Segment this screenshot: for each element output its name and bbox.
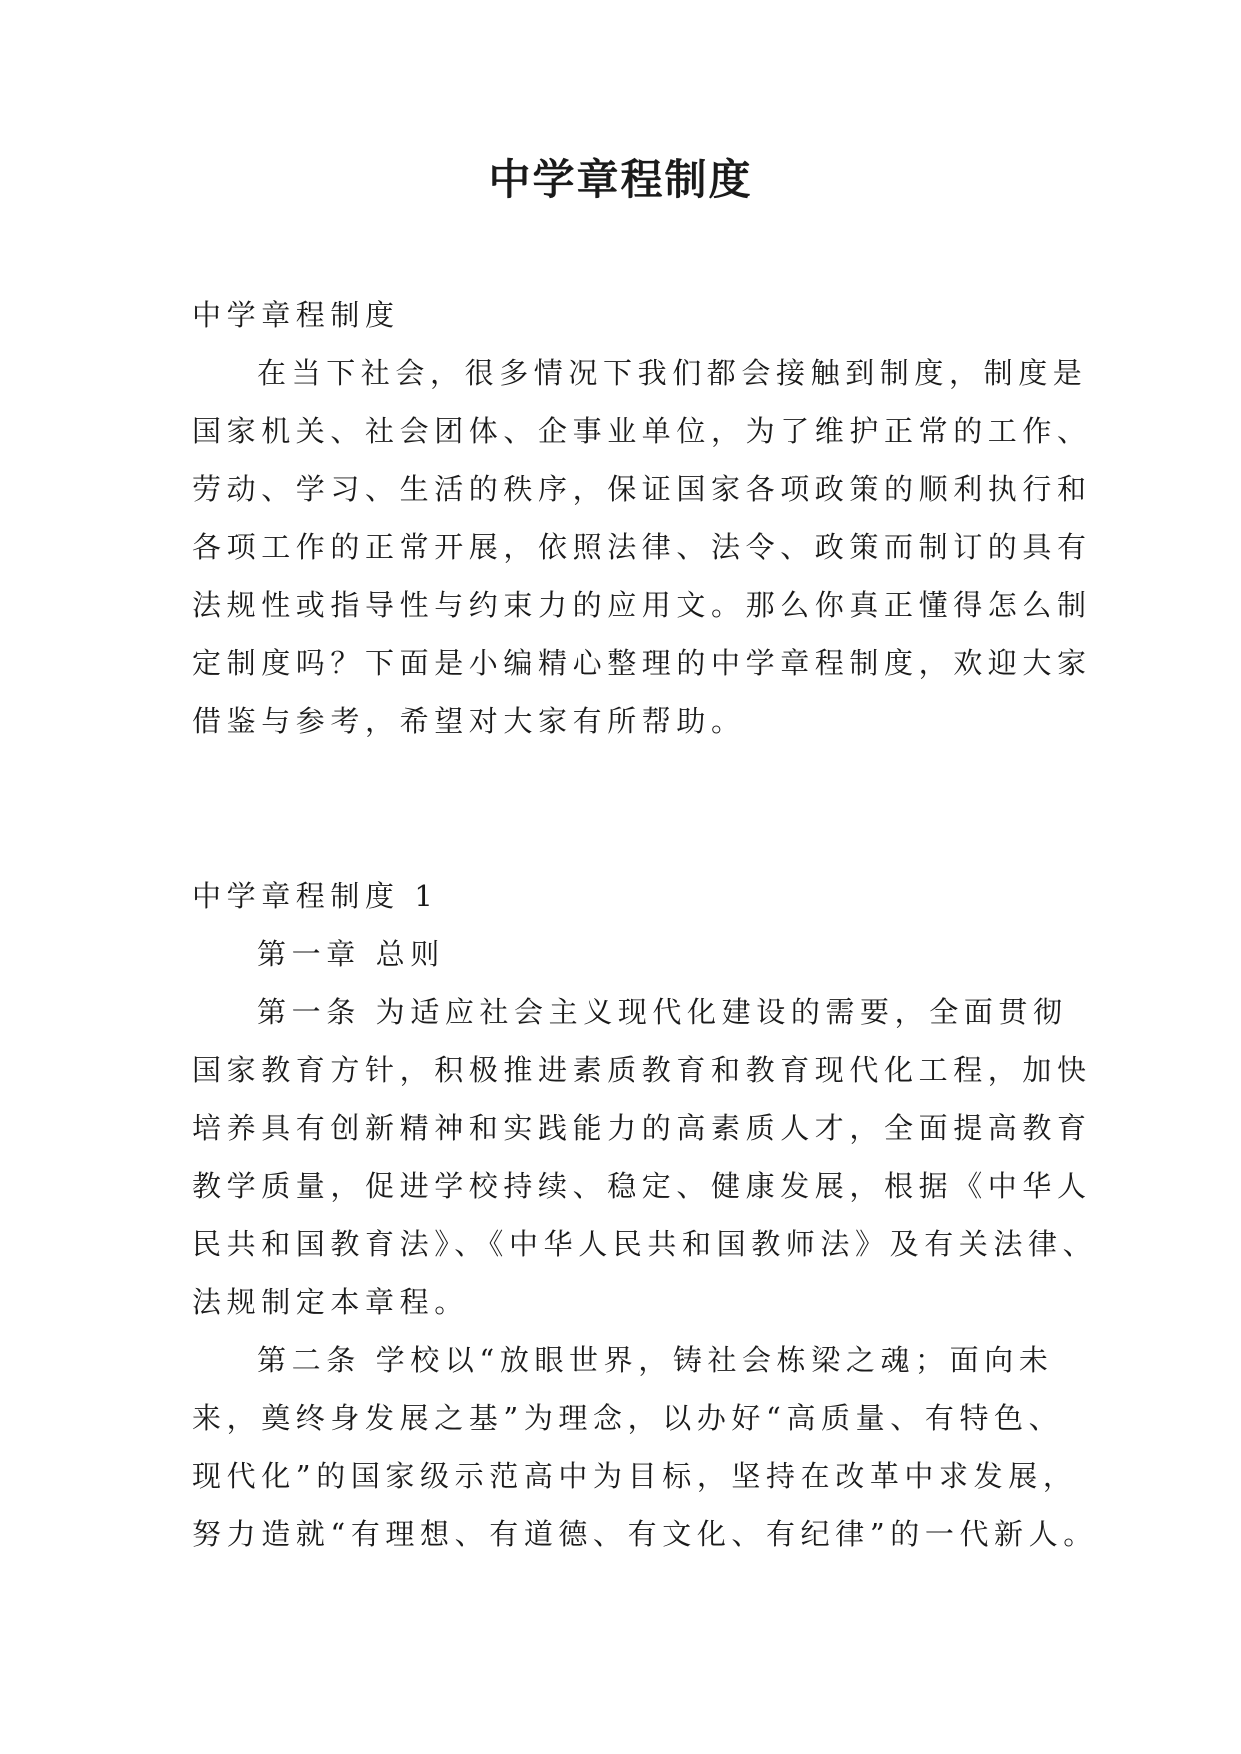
paragraph-line: 培养具有创新精神和实践能力的高素质人才，全面提高教育	[192, 1111, 1092, 1145]
paragraph-line: 国家机关、社会团体、企事业单位，为了维护正常的工作、	[192, 414, 1092, 448]
paragraph-line: 现代化”的国家级示范高中为目标，坚持在改革中求发展，	[192, 1459, 1078, 1493]
chapter-heading: 第一章 总则	[257, 937, 445, 971]
intro-heading: 中学章程制度	[192, 298, 400, 332]
paragraph-line: 法规性或指导性与约束力的应用文。那么你真正懂得怎么制	[192, 588, 1092, 622]
paragraph-line: 努力造就“有理想、有道德、有文化、有纪律”的一代新人。	[192, 1517, 1098, 1551]
paragraph-line: 在当下社会，很多情况下我们都会接触到制度，制度是	[257, 356, 1088, 390]
document-title: 中学章程制度	[488, 155, 753, 204]
paragraph-line: 借鉴与参考，希望对大家有所帮助。	[192, 704, 746, 738]
article-1	[192, 983, 1098, 1331]
section-heading: 中学章程制度 1	[192, 879, 439, 913]
paragraph-line: 劳动、学习、生活的秩序，保证国家各项政策的顺利执行和	[192, 472, 1092, 506]
intro-paragraph	[192, 344, 1092, 750]
paragraph-line: 来，奠终身发展之基”为理念，以办好“高质量、有特色、	[192, 1401, 1064, 1435]
paragraph-line: 教学质量，促进学校持续、稳定、健康发展，根据《中华人	[192, 1169, 1092, 1203]
paragraph-line: 各项工作的正常开展，依照法律、法令、政策而制订的具有	[192, 530, 1092, 564]
paragraph-line: 第二条 学校以“放眼世界，铸社会栋梁之魂；面向未	[257, 1343, 1054, 1377]
intro-section	[192, 286, 1092, 750]
paragraph-line: 民共和国教育法》、《中华人民共和国教师法》及有关法律、	[192, 1227, 1098, 1261]
paragraph-line: 法规制定本章程。	[192, 1285, 469, 1319]
paragraph-line: 定制度吗？下面是小编精心整理的中学章程制度，欢迎大家	[192, 646, 1092, 680]
article-2	[192, 1331, 1098, 1563]
paragraph-line: 第一条 为适应社会主义现代化建设的需要，全面贯彻	[257, 995, 1068, 1029]
section-1	[192, 867, 1098, 1563]
paragraph-line: 国家教育方针，积极推进素质教育和教育现代化工程，加快	[192, 1053, 1092, 1087]
